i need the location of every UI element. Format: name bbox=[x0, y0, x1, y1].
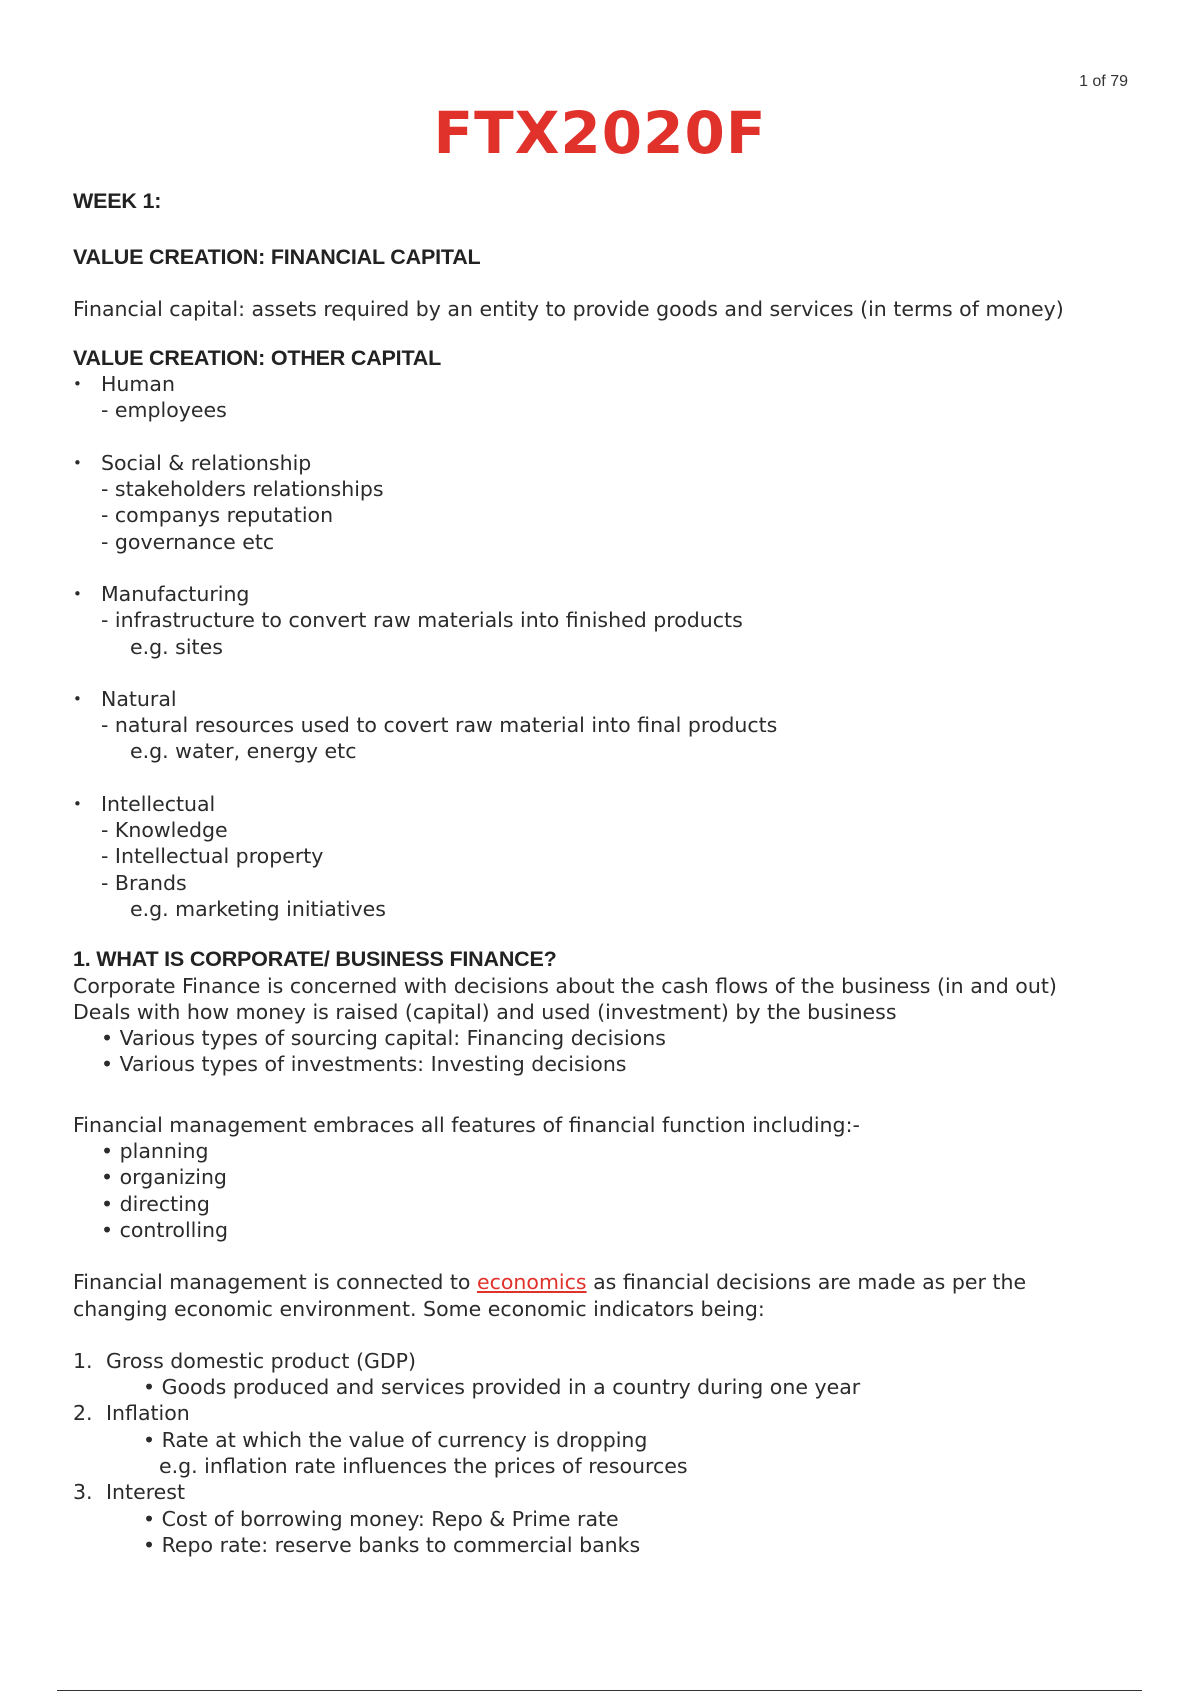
indicator-label: Gross domestic product (GDP) bbox=[106, 1348, 417, 1373]
list-item-human: • Human bbox=[73, 371, 1133, 397]
sub-item: - Intellectual property bbox=[101, 844, 324, 869]
text-span: as financial decisions are made as per the bbox=[586, 1270, 1027, 1295]
indicator-label: Interest bbox=[106, 1480, 185, 1505]
example-text: e.g. sites bbox=[130, 634, 223, 659]
paragraph-line: changing economic environment. Some economic indicators being: bbox=[73, 1296, 765, 1321]
example-text: e.g. water, energy etc bbox=[130, 739, 357, 764]
paragraph-line: Deals with how money is raised (capital) and used (investment) by the business bbox=[73, 999, 897, 1024]
week-heading: WEEK 1: bbox=[73, 189, 162, 213]
paragraph-line: Financial management embraces all features of financial function including:- bbox=[73, 1112, 860, 1137]
footer-divider bbox=[57, 1690, 1142, 1691]
sub-item: - governance etc bbox=[101, 529, 275, 554]
indicator-interest bbox=[73, 1479, 1133, 1505]
content bbox=[73, 188, 1133, 1558]
sub-item: - companys reputation bbox=[101, 503, 334, 528]
list-item-manufacturing: • Manufacturing bbox=[73, 581, 1133, 607]
function-item: • organizing bbox=[101, 1165, 227, 1190]
sub-item: - Knowledge bbox=[101, 818, 228, 843]
indicator-inflation bbox=[73, 1400, 1133, 1426]
indicator-label: Inflation bbox=[106, 1401, 190, 1426]
sub-item: - infrastructure to convert raw materials into finished products bbox=[101, 608, 743, 633]
list-item-intellectual: • Intellectual bbox=[73, 791, 1133, 817]
list-item-social: • Social & relationship bbox=[73, 450, 1133, 476]
paragraph-economics bbox=[73, 1269, 1133, 1295]
example-text: e.g. marketing initiatives bbox=[130, 896, 386, 921]
item-number: 1. bbox=[73, 1348, 93, 1373]
sub-item: - natural resources used to covert raw material into final products bbox=[101, 713, 778, 738]
indicator-detail: • Repo rate: reserve banks to commercial banks bbox=[143, 1532, 641, 1557]
financial-capital-definition: Financial capital: assets required by an entity to provide goods and services (in terms of money) bbox=[73, 296, 1064, 321]
example-text: e.g. inflation rate influences the prices of resources bbox=[159, 1453, 688, 1478]
decision-item: • Various types of investments: Investing decisions bbox=[101, 1052, 627, 1077]
indicator-detail: • Cost of borrowing money: Repo & Prime rate bbox=[143, 1506, 619, 1531]
item-number: 2. bbox=[73, 1401, 93, 1426]
sub-item: - stakeholders relationships bbox=[101, 477, 384, 502]
list-item-natural: • Natural bbox=[73, 686, 1133, 712]
indicator-gdp bbox=[73, 1348, 1133, 1374]
document-title: FTX2020F bbox=[433, 99, 767, 167]
decision-item: • Various types of sourcing capital: Financing decisions bbox=[101, 1026, 666, 1051]
item-number: 3. bbox=[73, 1480, 93, 1505]
heading-other-capital: VALUE CREATION: OTHER CAPITAL bbox=[73, 345, 442, 370]
economics-link[interactable]: economics bbox=[476, 1270, 587, 1295]
paragraph-line: Corporate Finance is concerned with decisions about the cash flows of the business (in and out) bbox=[73, 973, 1057, 998]
heading-corporate-finance: 1. WHAT IS CORPORATE/ BUSINESS FINANCE? bbox=[73, 947, 557, 972]
sub-item: - employees bbox=[101, 398, 227, 423]
sub-item: - Brands bbox=[101, 870, 187, 895]
indicator-detail: • Goods produced and services provided in a country during one year bbox=[143, 1375, 861, 1400]
function-item: • controlling bbox=[101, 1217, 229, 1242]
heading-financial-capital: VALUE CREATION: FINANCIAL CAPITAL bbox=[73, 245, 481, 270]
indicator-detail: • Rate at which the value of currency is dropping bbox=[143, 1427, 648, 1452]
function-item: • planning bbox=[101, 1139, 209, 1164]
page-number: 1 of 79 bbox=[1079, 73, 1128, 90]
function-item: • directing bbox=[101, 1191, 210, 1216]
text-span: Financial management is connected to bbox=[73, 1270, 477, 1295]
